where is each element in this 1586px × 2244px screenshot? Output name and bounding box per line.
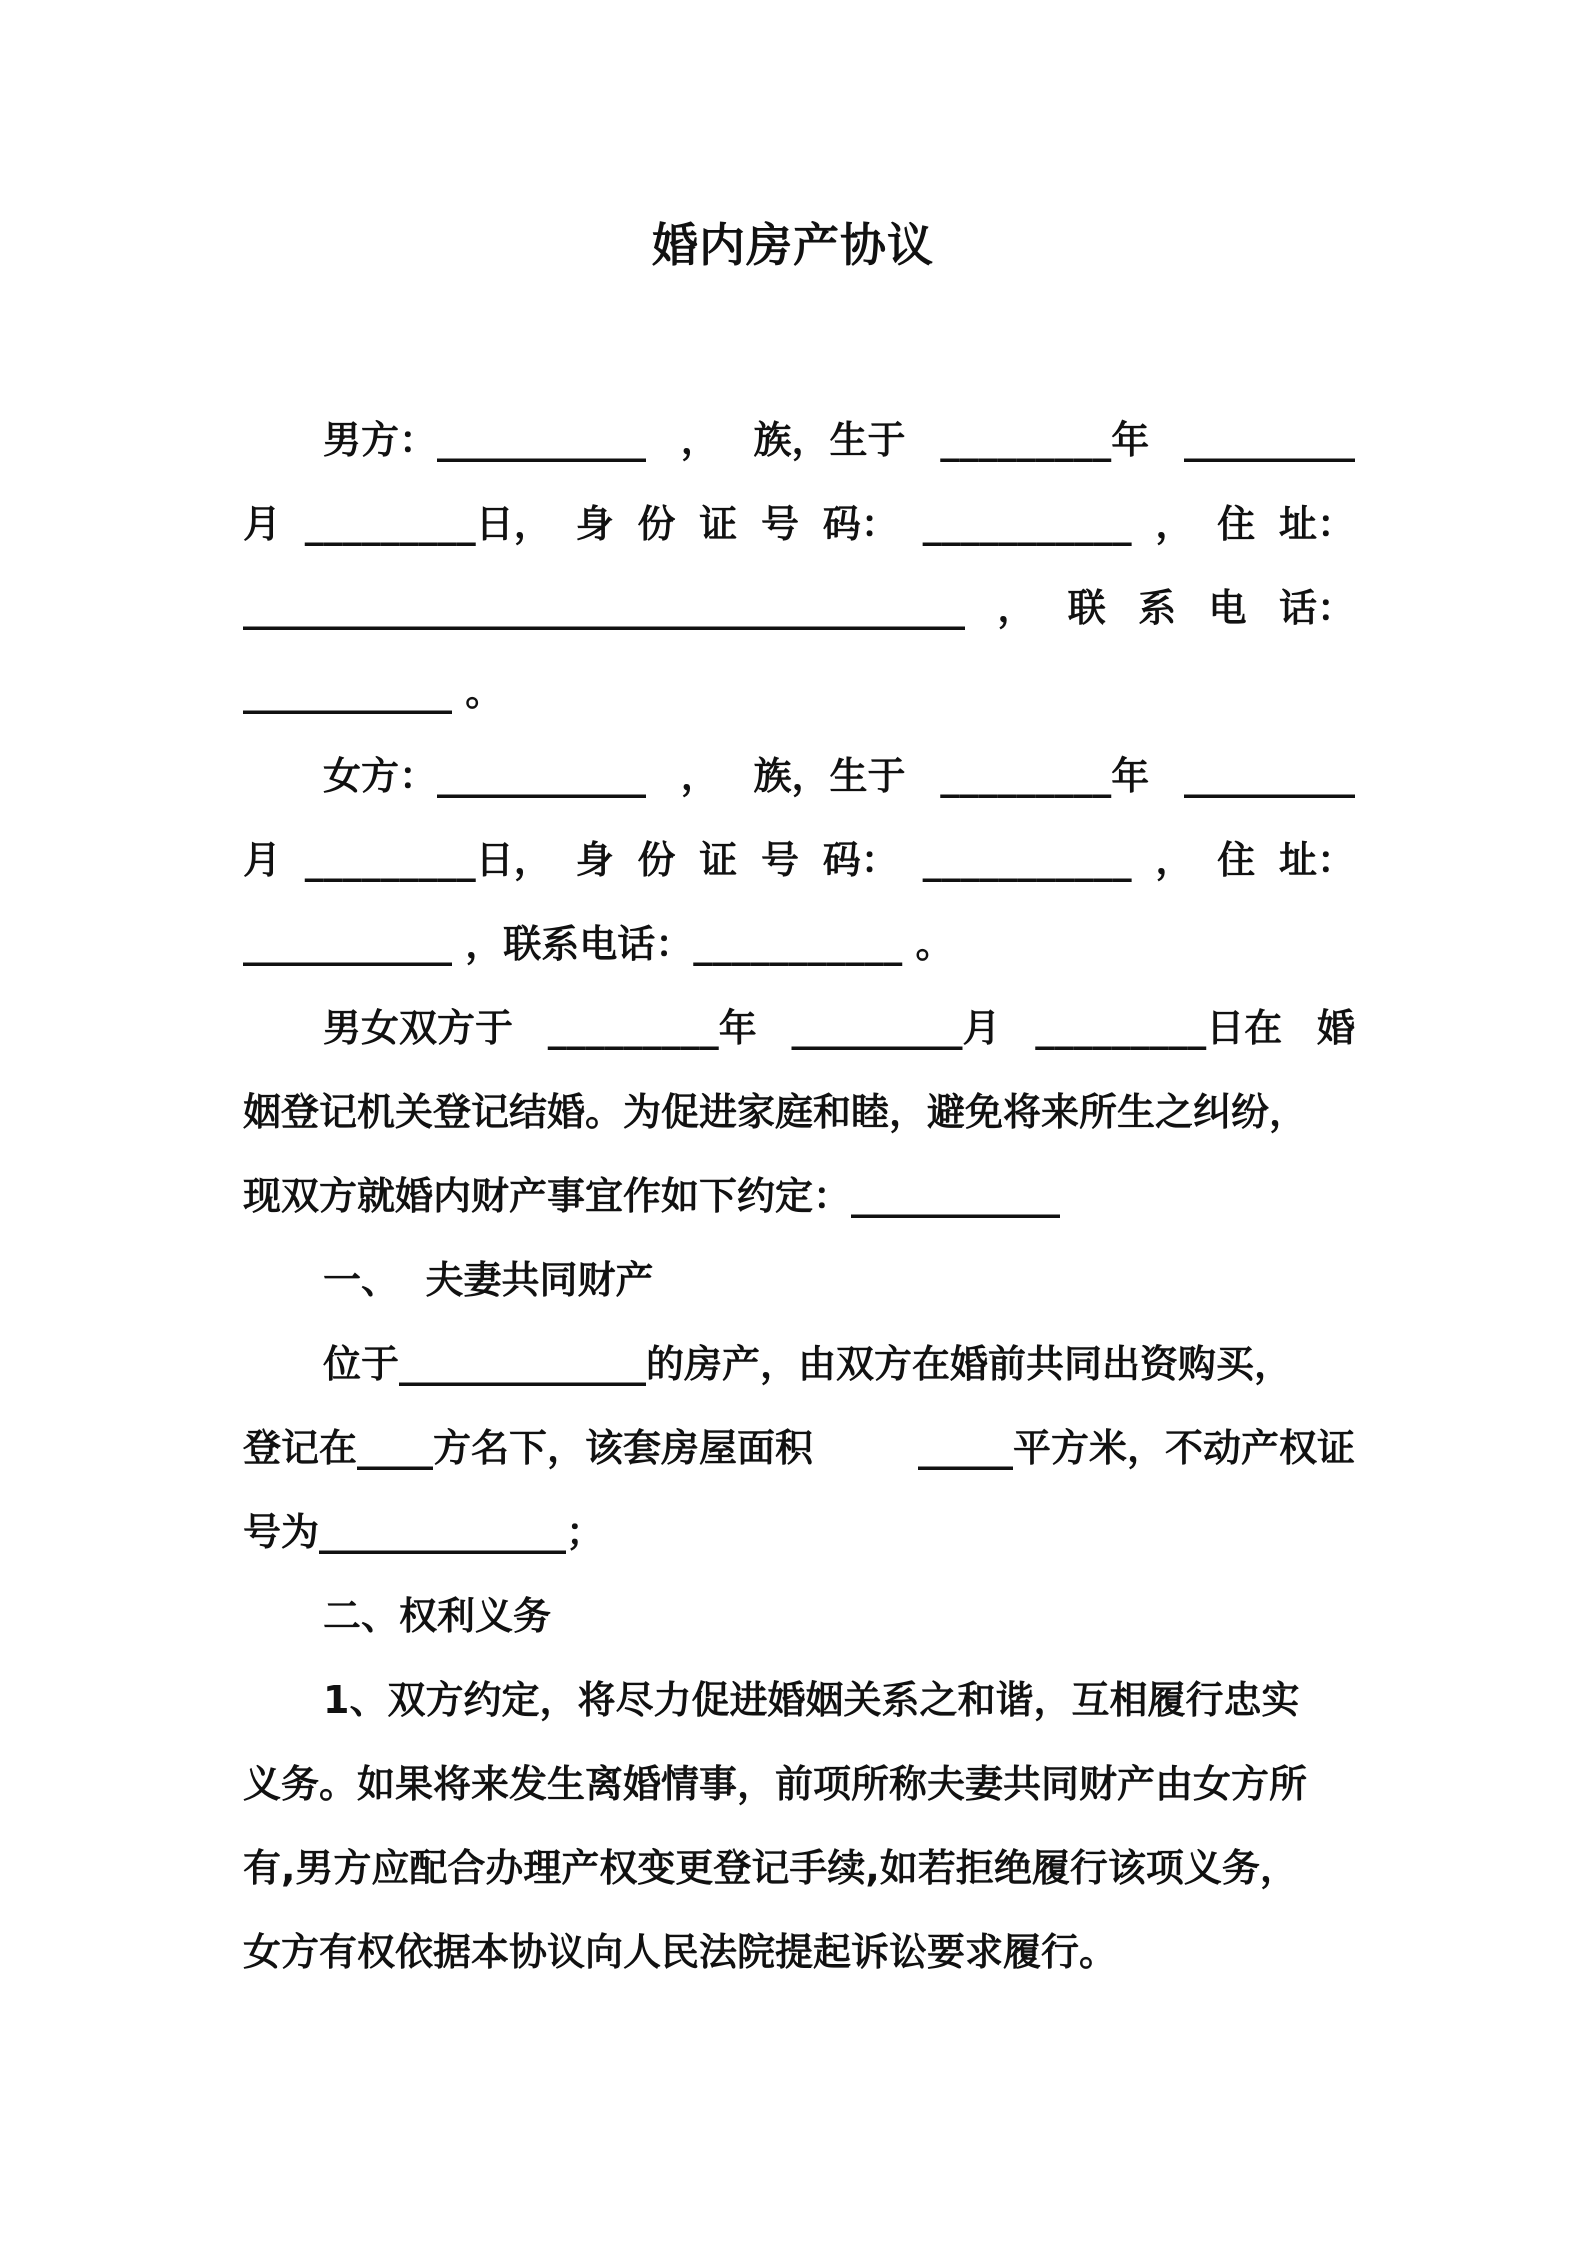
line-segment: 一、 夫妻共同财产: [323, 1258, 654, 1302]
line-segment: 电: [1208, 586, 1247, 630]
document-line: [243, 1322, 1355, 1406]
line-segment: 月: [243, 502, 282, 546]
line-segment: 女方有权依据本协议向人民法院提起诉讼要求履行。: [243, 1930, 1118, 1974]
line-segment: 话：: [1278, 586, 1355, 630]
line-segment: ___________: [922, 838, 1132, 882]
line-segment: 号: [760, 838, 799, 882]
line-segment: 号为_____________；: [243, 1510, 605, 1554]
document-line: [243, 902, 1355, 986]
line-segment: 身: [575, 502, 614, 546]
line-segment: 证: [699, 838, 738, 882]
document-line: [243, 1154, 1355, 1238]
line-segment: ，: [1155, 502, 1194, 546]
line-segment: 族，生于: [753, 418, 906, 462]
document-line: [243, 1826, 1355, 1910]
line-segment: 址：: [1278, 838, 1355, 882]
line-segment: 位于_____________的房产，由双方在婚前共同出资购买，: [323, 1342, 1293, 1386]
document-line: [243, 650, 1355, 734]
document-line: [243, 566, 1355, 650]
document-line: [243, 818, 1355, 902]
line-segment: _________日，: [304, 838, 552, 882]
line-segment: 登记在____方名下，该套房屋面积: [243, 1426, 814, 1470]
document-line: [243, 734, 1355, 818]
line-segment: 联: [1067, 586, 1106, 630]
line-segment: 婚: [1316, 1006, 1355, 1050]
line-segment: 现双方就婚内财产事宜作如下约定：___________: [243, 1174, 1061, 1218]
line-segment: 1、双方约定，将尽力促进婚姻关系之和谐，互相履行忠实: [323, 1678, 1300, 1722]
document-body: [243, 398, 1355, 1994]
line-segment: 证: [699, 502, 738, 546]
document-line: [243, 482, 1355, 566]
line-segment: 系: [1138, 586, 1177, 630]
document-line: [243, 1574, 1355, 1658]
line-segment: ，: [680, 754, 719, 798]
document-line: [243, 1742, 1355, 1826]
line-segment: 姻登记机关登记结婚。为促进家庭和睦，避免将来所生之纠纷，: [243, 1090, 1308, 1134]
line-segment: 男女双方于: [323, 1006, 514, 1050]
line-segment: ______________________________________: [243, 586, 965, 630]
line-segment: 份: [637, 838, 676, 882]
line-segment: 有,男方应配合办理产权变更登记手续,如若拒绝履行该项义务，: [243, 1846, 1298, 1890]
line-segment: 月: [243, 838, 282, 882]
line-segment: _________年: [940, 418, 1150, 462]
line-segment: 码：: [822, 502, 899, 546]
document-line: [243, 1070, 1355, 1154]
document-line: [243, 1238, 1355, 1322]
line-segment: 族，生于: [753, 754, 906, 798]
document-line: [243, 986, 1355, 1070]
line-segment: ，: [1155, 838, 1194, 882]
line-segment: 住: [1217, 838, 1256, 882]
document-line: [243, 1910, 1355, 1994]
line-segment: 身: [575, 838, 614, 882]
document-line: [243, 1658, 1355, 1742]
line-segment: _________: [1184, 418, 1355, 462]
line-segment: ___________ 。: [243, 670, 504, 714]
line-segment: ___________ ，联系电话：___________ 。: [243, 922, 954, 966]
line-segment: _________年: [940, 754, 1150, 798]
line-segment: 码：: [822, 838, 899, 882]
line-segment: _________月: [791, 1006, 1001, 1050]
document-line: [243, 1490, 1355, 1574]
line-segment: ，: [997, 586, 1036, 630]
line-segment: ___________: [922, 502, 1132, 546]
line-segment: 女方：___________: [323, 754, 647, 798]
line-segment: 住: [1217, 502, 1256, 546]
line-segment: 址：: [1278, 502, 1355, 546]
line-segment: _________日在: [1035, 1006, 1283, 1050]
document-title: 婚内房产协议: [652, 218, 934, 272]
line-segment: 男方：___________: [323, 418, 647, 462]
line-segment: 二、权利义务: [323, 1594, 552, 1638]
line-segment: ，: [680, 418, 719, 462]
document-line: [243, 1406, 1355, 1490]
line-segment: _________年: [547, 1006, 757, 1050]
line-segment: 义务。如果将来发生离婚情事，前项所称夫妻共同财产由女方所: [243, 1762, 1308, 1806]
line-segment: 号: [760, 502, 799, 546]
line-segment: _________日，: [304, 502, 552, 546]
line-segment: 份: [637, 502, 676, 546]
line-segment: _____平方米，不动产权证: [917, 1426, 1355, 1470]
line-segment: _________: [1184, 754, 1355, 798]
document-line: [243, 398, 1355, 482]
